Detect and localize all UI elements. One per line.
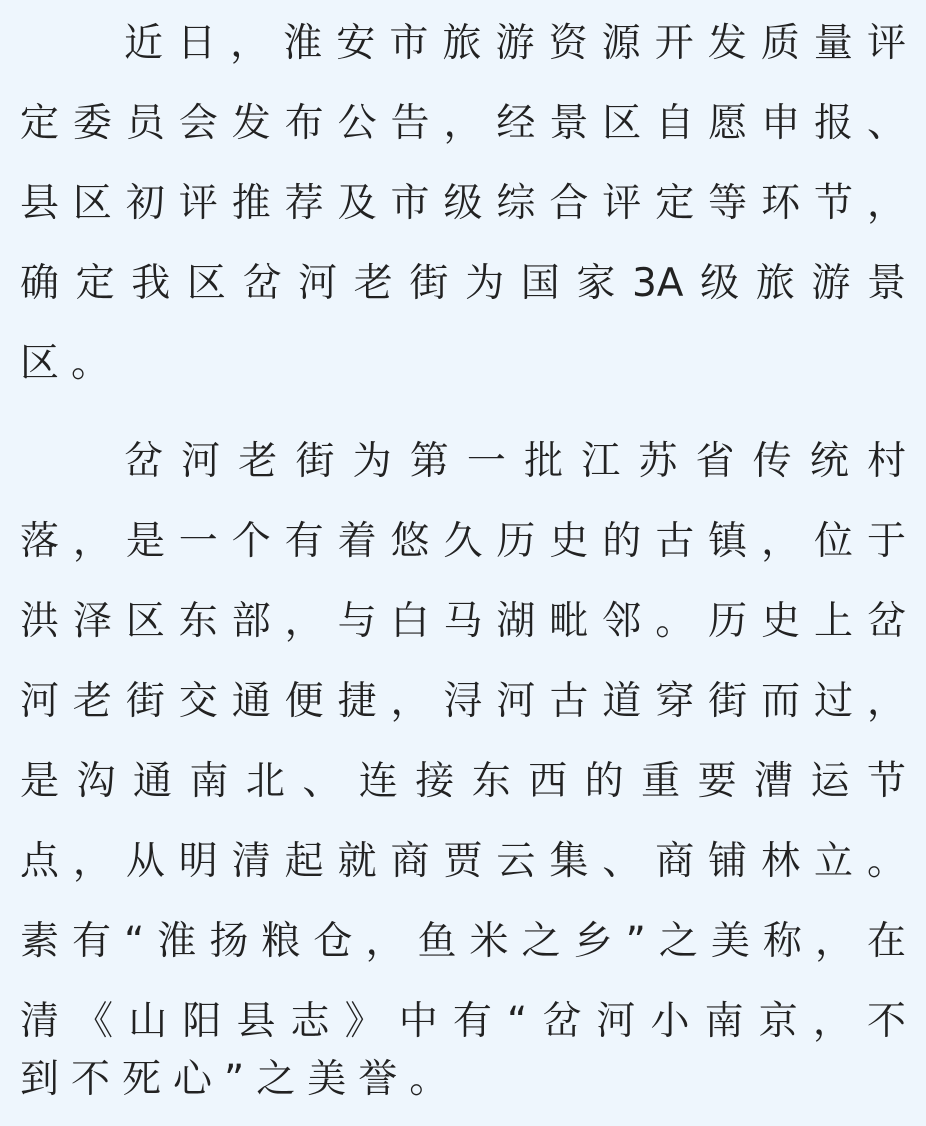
text-line: 县区初评推荐及市级综合评定等环节，: [20, 181, 906, 226]
text-line: 确定我区岔河老街为国家3A级旅游景: [20, 261, 906, 306]
text-line: 洪泽区东部，与白马湖毗邻。历史上岔: [20, 599, 906, 644]
text-line: 定委员会发布公告，经景区自愿申报、: [20, 101, 906, 146]
text-line: 岔河老街为第一批江苏省传统村: [124, 439, 906, 484]
text-line: 是沟通南北、连接东西的重要漕运节: [20, 759, 906, 804]
text-line: 素有“淮扬粮仓，鱼米之乡”之美称，在: [20, 919, 906, 964]
text-line: 区。: [20, 341, 123, 386]
text-line: 清《山阳县志》中有“岔河小南京，不: [20, 999, 906, 1044]
text-line: 河老街交通便捷，浔河古道穿街而过，: [20, 679, 906, 724]
text-line: 近日，淮安市旅游资源开发质量评: [124, 21, 906, 66]
text-line: 落，是一个有着悠久历史的古镇，位于: [20, 519, 906, 564]
text-line: 点，从明清起就商贾云集、商铺林立。: [20, 839, 906, 884]
text-line: 到不死心”之美誉。: [20, 1057, 461, 1102]
